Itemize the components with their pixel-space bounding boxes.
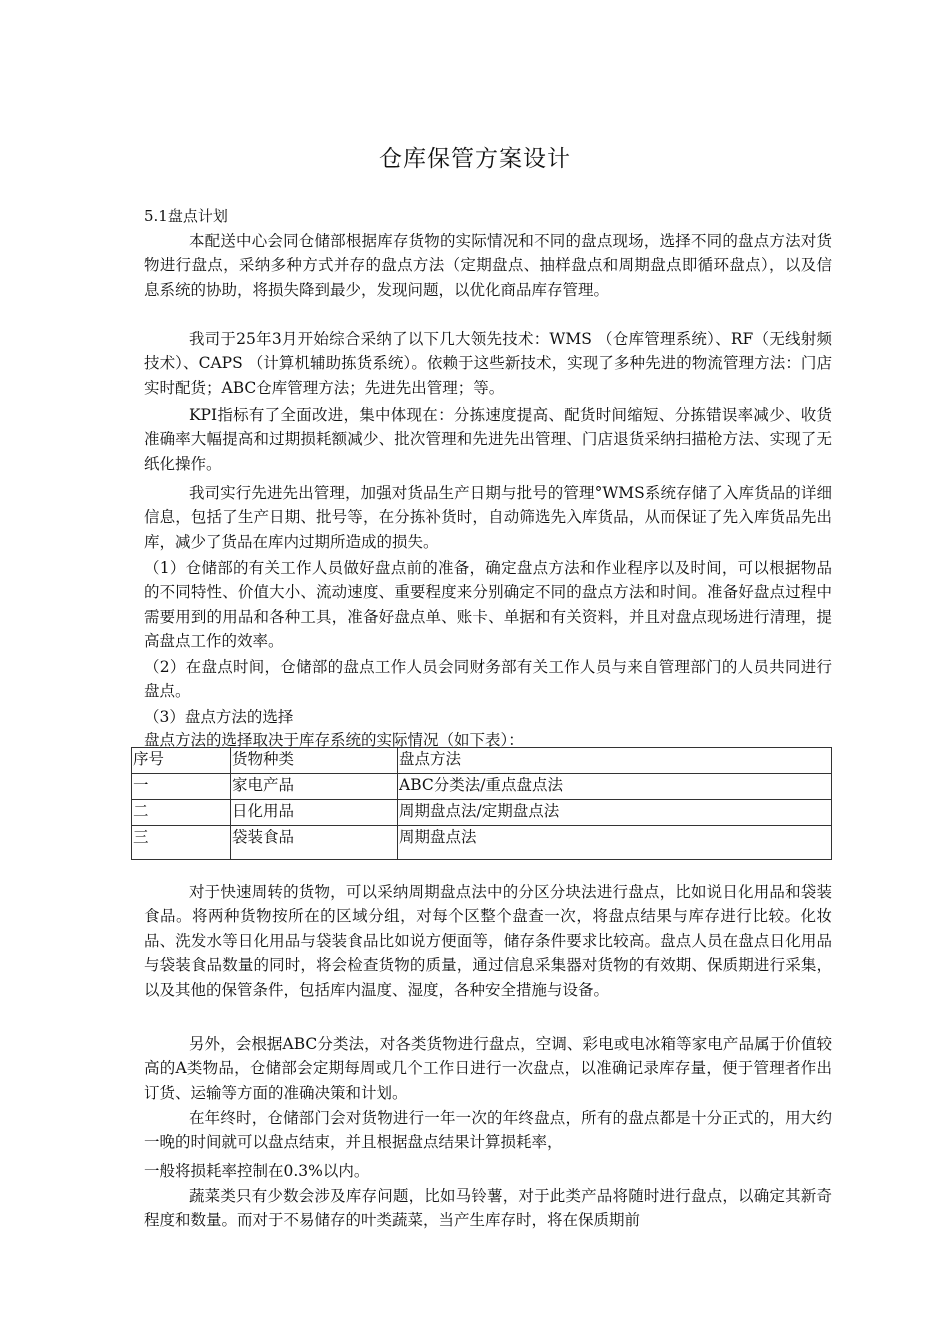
paragraph-loss-rate: 一般将损耗率控制在0.3%以内。 bbox=[144, 1162, 370, 1180]
paragraph-cycle-count: 对于快速周转的货物，可以采纳周期盘点法中的分区分块法进行盘点，比如说日化用品和袋装食品。将两种货物按所在的区域分组，对每个区整个盘查一次，将盘点结果与库存进行比较。化妆品、洗发水等日化用品与袋装食品比如说方便面等，储存条件要求比较高。盘点人员在盘点日化用品与袋装食品数量的同时，将会检查货物的质量，通过信息采集器对货物的有效期、保质期进行采集，以及其他的保管条件，包括库内温度、湿度，各种安全措施与设备。 bbox=[144, 883, 832, 999]
table-caption: 盘点方法的选择取决于库存系统的实际情况（如下表）： bbox=[144, 731, 524, 749]
header-cell-method: 盘点方法 bbox=[398, 748, 832, 774]
paragraph-year-end: 在年终时，仓储部门会对货物进行一年一次的年终盘点，所有的盘点都是十分正式的，用大约一晚的时间就可以盘点结束，并且根据盘点结果计算损耗率， bbox=[144, 1109, 832, 1152]
cell-index: 二 bbox=[132, 800, 231, 826]
paragraph-fifo: 我司实行先进先出管理，加强对货品生产日期与批号的管理°WMS系统存储了入库货品的详细信息，包括了生产日期、批号等，在分拣补货时，自动筛选先入库货品，从而保证了先入库货品先出库，减少了货品在库内过期所造成的损失。 bbox=[144, 484, 832, 551]
paragraph-kpi: KPI指标有了全面改进，集中体现在：分拣速度提高、配货时间缩短、分拣错误率减少、收货准确率大幅提高和过期损耗额减少、批次管理和先进先出管理、门店退货采纳扫描枪方法、实现了无纸化操作。 bbox=[144, 406, 832, 473]
cell-index: 一 bbox=[132, 774, 231, 800]
cell-category: 袋装食品 bbox=[231, 826, 398, 860]
cell-method: 周期盘点法 bbox=[398, 826, 832, 860]
paragraph-step-3: （3）盘点方法的选择 bbox=[144, 708, 294, 726]
cell-category: 日化用品 bbox=[231, 800, 398, 826]
cell-method: ABC分类法/重点盘点法 bbox=[398, 774, 832, 800]
section-heading: 5.1盘点计划 bbox=[144, 207, 228, 225]
paragraph-vegetables: 蔬菜类只有少数会涉及库存问题，比如马铃薯，对于此类产品将随时进行盘点，以确定其新奇程度和数量。而对于不易储存的叶类蔬菜，当产生库存时，将在保质期前 bbox=[144, 1187, 832, 1230]
table-row bbox=[132, 826, 832, 860]
paragraph-step-2: （2）在盘点时间，仓储部的盘点工作人员会同财务部有关工作人员与来自管理部门的人员共同进行盘点。 bbox=[144, 658, 832, 701]
paragraph-abc: 另外，会根据ABC分类法，对各类货物进行盘点，空调、彩电或电冰箱等家电产品属于价值较高的A类物品，仓储部会定期每周或几个工作日进行一次盘点，以准确记录库存量，便于管理者作出订货、运输等方面的准确决策和计划。 bbox=[144, 1035, 832, 1102]
header-cell-category: 货物种类 bbox=[231, 748, 398, 774]
cell-method: 周期盘点法/定期盘点法 bbox=[398, 800, 832, 826]
document-title: 仓库保管方案设计 bbox=[379, 146, 571, 172]
cell-category: 家电产品 bbox=[231, 774, 398, 800]
header-cell-index: 序号 bbox=[132, 748, 231, 774]
paragraph-intro: 本配送中心会同仓储部根据库存货物的实际情况和不同的盘点现场，选择不同的盘点方法对货物进行盘点，采纳多种方式并存的盘点方法（定期盘点、抽样盘点和周期盘点即循环盘点），以及信息系统的协助，将损失降到最少，发现问题，以优化商品库存管理。 bbox=[144, 232, 832, 299]
table-header-row bbox=[132, 748, 832, 774]
table-row bbox=[132, 800, 832, 826]
paragraph-technologies: 我司于25年3月开始综合采纳了以下几大领先技术：WMS （仓库管理系统）、RF（无线射频技术）、CAPS （计算机辅助拣货系统）。依赖于这些新技术，实现了多种先进的物流管理方法：门店实时配货；ABC仓库管理方法；先进先出管理；等。 bbox=[144, 330, 832, 397]
paragraph-step-1: （1）仓储部的有关工作人员做好盘点前的准备，确定盘点方法和作业程序以及时间，可以根据物品的不同特性、价值大小、流动速度、重要程度来分别确定不同的盘点方法和时间。准备好盘点过程中需要用到的用品和各种工具，准备好盘点单、账卡、单据和有关资料，并且对盘点现场进行清理，提高盘点工作的效率。 bbox=[144, 559, 832, 651]
table-row bbox=[132, 774, 832, 800]
cell-index: 三 bbox=[132, 826, 231, 860]
inventory-method-table bbox=[131, 747, 832, 860]
